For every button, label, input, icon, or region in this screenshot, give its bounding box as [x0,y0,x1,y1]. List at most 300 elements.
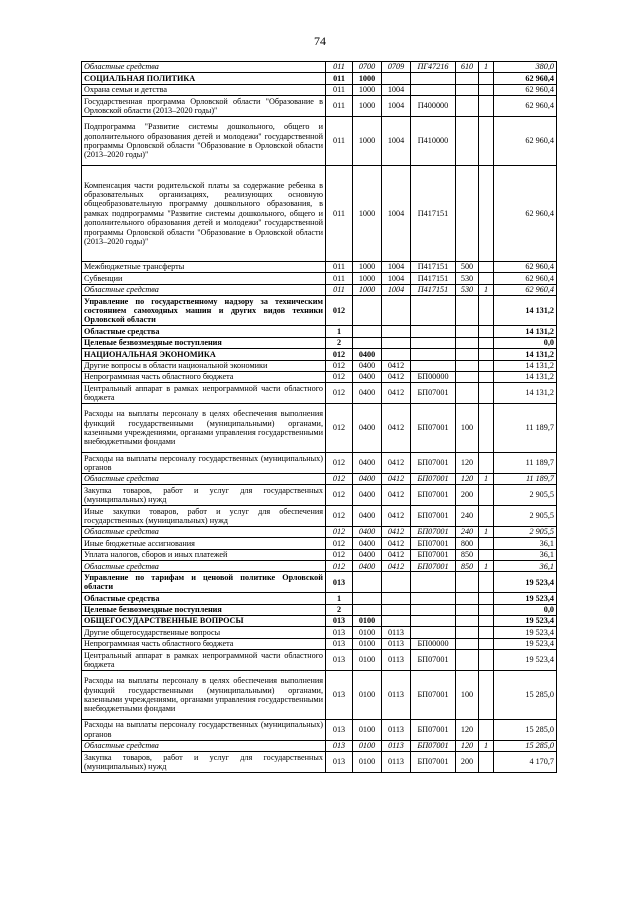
code-fund-source [479,485,494,506]
code-expense-type [456,165,479,261]
code-fund-source [479,84,494,95]
code-fund-source [479,752,494,773]
row-name: Целевые безвозмездные поступления [82,337,326,348]
row-name: Охрана семьи и детства [82,84,326,95]
row-name: Иные бюджетные ассигнования [82,538,326,549]
code-subsection [382,326,411,337]
code-target [411,337,456,348]
table-row [82,62,557,73]
table-row [82,593,557,604]
code-expense-type [456,604,479,615]
code-admin: 013 [326,752,353,773]
row-amount: 2 905,5 [494,526,557,537]
code-fund-source [479,96,494,117]
row-name: Межбюджетные трансферты [82,261,326,272]
table-row [82,670,557,719]
code-fund-source [479,383,494,404]
row-amount: 36,1 [494,538,557,549]
row-amount: 19 523,4 [494,616,557,627]
row-amount: 19 523,4 [494,572,557,593]
code-fund-source: 1 [479,473,494,484]
row-amount: 14 131,2 [494,326,557,337]
row-name: Расходы на выплаты персоналу государственных (муниципальных) органов [82,453,326,474]
code-expense-type [456,360,479,371]
code-target [411,296,456,326]
budget-table [81,61,557,773]
code-fund-source [479,593,494,604]
code-target: БП07001 [411,549,456,560]
code-section: 1000 [353,284,382,295]
row-name: Областные средства [82,740,326,751]
code-admin: 2 [326,337,353,348]
code-admin: 012 [326,296,353,326]
table-row [82,604,557,615]
code-section: 0400 [353,561,382,572]
row-name: Компенсация части родительской платы за содержание ребенка в образовательных организациях, реализующих основную общеобразовательную программу дошкольного образования, в рамках подпрограммы "Развитие системы дошкольного, общего и дополнительного образования детей и молодежи" государственной программы Орловской области "Образование в Орловской области (2013–2020 годы)" [82,165,326,261]
code-fund-source [479,506,494,527]
code-expense-type: 530 [456,284,479,295]
table-row [82,638,557,649]
code-section: 1000 [353,73,382,84]
code-fund-source [479,360,494,371]
code-target: ПГ47216 [411,62,456,73]
row-amount: 14 131,2 [494,371,557,382]
table-row [82,337,557,348]
row-amount: 36,1 [494,561,557,572]
code-target [411,84,456,95]
code-admin: 011 [326,116,353,165]
row-amount: 62 960,4 [494,273,557,284]
code-fund-source: 1 [479,62,494,73]
code-admin: 012 [326,561,353,572]
code-expense-type: 500 [456,261,479,272]
table-row [82,273,557,284]
code-fund-source [479,616,494,627]
code-section: 0100 [353,627,382,638]
code-fund-source [479,261,494,272]
code-fund-source [479,273,494,284]
code-admin: 012 [326,485,353,506]
row-amount: 15 285,0 [494,740,557,751]
code-expense-type [456,116,479,165]
table-row [82,719,557,740]
code-section [353,337,382,348]
code-subsection [382,296,411,326]
code-fund-source [479,549,494,560]
code-subsection: 0412 [382,549,411,560]
code-target: БП07001 [411,453,456,474]
table-row [82,627,557,638]
code-expense-type [456,84,479,95]
code-expense-type: 120 [456,719,479,740]
table-row [82,371,557,382]
code-subsection [382,593,411,604]
row-amount: 62 960,4 [494,73,557,84]
row-amount: 62 960,4 [494,96,557,117]
row-name: Уплата налогов, сборов и иных платежей [82,549,326,560]
row-name: Управление по государственному надзору за техническим состоянием самоходных машин и других видов техники Орловской области [82,296,326,326]
row-name: Целевые безвозмездные поступления [82,604,326,615]
code-expense-type: 800 [456,538,479,549]
code-section: 1000 [353,96,382,117]
code-section [353,296,382,326]
row-name: Непрограммная часть областного бюджета [82,638,326,649]
code-expense-type: 100 [456,670,479,719]
code-fund-source [479,296,494,326]
row-name: Непрограммная часть областного бюджета [82,371,326,382]
code-expense-type [456,593,479,604]
code-target: БП07001 [411,526,456,537]
row-amount: 11 189,7 [494,404,557,453]
code-section: 0400 [353,404,382,453]
code-subsection: 1004 [382,116,411,165]
code-section: 0400 [353,453,382,474]
row-amount: 14 131,2 [494,296,557,326]
table-row [82,360,557,371]
budget-table-body [82,62,557,773]
code-section: 0400 [353,349,382,360]
code-fund-source [479,116,494,165]
code-admin: 011 [326,62,353,73]
row-amount: 19 523,4 [494,638,557,649]
code-subsection: 0113 [382,627,411,638]
code-expense-type: 610 [456,62,479,73]
code-section [353,572,382,593]
code-subsection: 0113 [382,650,411,671]
code-expense-type [456,616,479,627]
code-fund-source [479,604,494,615]
code-section: 0400 [353,549,382,560]
code-section: 1000 [353,84,382,95]
code-target: П417151 [411,165,456,261]
code-expense-type: 850 [456,561,479,572]
code-fund-source [479,404,494,453]
row-amount: 14 131,2 [494,349,557,360]
code-subsection: 1004 [382,284,411,295]
code-admin: 013 [326,638,353,649]
table-row [82,453,557,474]
code-admin: 013 [326,572,353,593]
code-admin: 012 [326,371,353,382]
row-amount: 62 960,4 [494,84,557,95]
code-expense-type: 200 [456,485,479,506]
code-target: БП07001 [411,719,456,740]
code-expense-type: 120 [456,473,479,484]
row-amount: 11 189,7 [494,473,557,484]
code-target: БП07001 [411,670,456,719]
table-row [82,561,557,572]
code-section: 1000 [353,165,382,261]
row-name: Другие вопросы в области национальной экономики [82,360,326,371]
code-target [411,349,456,360]
code-target: БП07001 [411,752,456,773]
code-target: П410000 [411,116,456,165]
row-amount: 2 905,5 [494,506,557,527]
row-amount: 4 170,7 [494,752,557,773]
code-target [411,326,456,337]
code-subsection: 0412 [382,561,411,572]
code-fund-source [479,670,494,719]
code-section: 0100 [353,740,382,751]
code-admin: 012 [326,473,353,484]
table-row [82,740,557,751]
code-expense-type: 530 [456,273,479,284]
code-subsection: 0113 [382,670,411,719]
table-row [82,261,557,272]
code-section: 0400 [353,473,382,484]
code-subsection: 1004 [382,96,411,117]
row-name: Субвенции [82,273,326,284]
code-expense-type: 240 [456,506,479,527]
code-expense-type [456,383,479,404]
code-target: БП07001 [411,538,456,549]
code-target: П417151 [411,273,456,284]
code-subsection: 0412 [382,383,411,404]
row-amount: 19 523,4 [494,650,557,671]
code-subsection: 1004 [382,261,411,272]
code-admin: 012 [326,538,353,549]
code-fund-source [479,337,494,348]
code-admin: 011 [326,84,353,95]
code-subsection [382,616,411,627]
row-name: Расходы на выплаты персоналу государственных (муниципальных) органов [82,719,326,740]
code-expense-type: 240 [456,526,479,537]
code-target [411,616,456,627]
code-subsection: 0412 [382,526,411,537]
code-fund-source [479,73,494,84]
code-expense-type [456,627,479,638]
code-fund-source: 1 [479,284,494,295]
row-name: Закупка товаров, работ и услуг для государственных (муниципальных) нужд [82,752,326,773]
code-subsection: 0412 [382,360,411,371]
code-target: БП00000 [411,638,456,649]
code-section: 0700 [353,62,382,73]
table-row [82,752,557,773]
table-row [82,84,557,95]
code-expense-type [456,572,479,593]
code-subsection: 0412 [382,404,411,453]
code-target: БП07001 [411,473,456,484]
table-row [82,296,557,326]
row-name: ОБЩЕГОСУДАРСТВЕННЫЕ ВОПРОСЫ [82,616,326,627]
table-row [82,96,557,117]
code-expense-type [456,326,479,337]
table-row [82,473,557,484]
code-admin: 012 [326,526,353,537]
code-expense-type [456,349,479,360]
code-expense-type [456,638,479,649]
code-admin: 011 [326,284,353,295]
code-section [353,326,382,337]
code-fund-source: 1 [479,740,494,751]
row-name: Областные средства [82,593,326,604]
code-subsection: 1004 [382,273,411,284]
code-subsection: 0412 [382,538,411,549]
code-section: 1000 [353,261,382,272]
code-fund-source [479,538,494,549]
code-admin: 2 [326,604,353,615]
row-name: Подпрограмма "Развитие системы дошкольного, общего и дополнительного образования детей и молодежи" государственной программы Орловской области "Образование в Орловской области (2013–2020 годы)" [82,116,326,165]
code-admin: 013 [326,650,353,671]
code-section: 0100 [353,650,382,671]
code-section: 0100 [353,638,382,649]
table-row [82,506,557,527]
row-amount: 19 523,4 [494,593,557,604]
code-expense-type [456,337,479,348]
row-name: Областные средства [82,326,326,337]
code-expense-type [456,371,479,382]
row-name: Иные закупки товаров, работ и услуг для обеспечения государственных (муниципальных) нужд [82,506,326,527]
table-row [82,404,557,453]
code-section: 0400 [353,506,382,527]
code-admin: 012 [326,360,353,371]
code-section: 0400 [353,371,382,382]
code-admin: 012 [326,453,353,474]
code-subsection: 0412 [382,485,411,506]
row-name: Областные средства [82,284,326,295]
code-admin: 013 [326,740,353,751]
row-amount: 2 905,5 [494,485,557,506]
code-subsection: 0113 [382,719,411,740]
row-name: СОЦИАЛЬНАЯ ПОЛИТИКА [82,73,326,84]
code-fund-source [479,165,494,261]
code-target: БП07001 [411,740,456,751]
row-name: Областные средства [82,561,326,572]
table-row [82,526,557,537]
code-section: 0400 [353,360,382,371]
code-section: 0100 [353,670,382,719]
code-admin: 012 [326,383,353,404]
code-target: БП07001 [411,650,456,671]
code-section [353,604,382,615]
row-amount: 62 960,4 [494,165,557,261]
code-subsection: 0412 [382,371,411,382]
code-expense-type [456,296,479,326]
code-expense-type: 120 [456,740,479,751]
code-admin: 012 [326,549,353,560]
table-row [82,116,557,165]
code-admin: 011 [326,73,353,84]
table-row [82,572,557,593]
code-target [411,627,456,638]
row-amount: 11 189,7 [494,453,557,474]
code-subsection: 1004 [382,84,411,95]
code-expense-type: 120 [456,453,479,474]
code-subsection: 0412 [382,453,411,474]
code-admin: 011 [326,96,353,117]
code-section: 0100 [353,719,382,740]
code-fund-source [479,453,494,474]
table-row [82,284,557,295]
code-expense-type [456,96,479,117]
code-expense-type: 100 [456,404,479,453]
table-row [82,650,557,671]
code-section [353,593,382,604]
row-amount: 15 285,0 [494,719,557,740]
code-section: 0100 [353,752,382,773]
code-admin: 012 [326,349,353,360]
row-name: Областные средства [82,473,326,484]
code-fund-source: 1 [479,526,494,537]
row-amount: 19 523,4 [494,627,557,638]
code-fund-source [479,650,494,671]
code-section: 0400 [353,538,382,549]
row-amount: 62 960,4 [494,116,557,165]
table-row [82,326,557,337]
code-target: БП07001 [411,485,456,506]
code-target: П400000 [411,96,456,117]
code-admin: 013 [326,719,353,740]
row-amount: 0,0 [494,337,557,348]
row-name: Другие общегосударственные вопросы [82,627,326,638]
row-name: Расходы на выплаты персоналу в целях обеспечения выполнения функций государственными (муниципальными) органами, казенными учреждениями, органами управления государственными внебюджетными фондами [82,404,326,453]
row-name: Государственная программа Орловской области "Образование в Орловской области (2013–2020 годы)" [82,96,326,117]
code-expense-type [456,650,479,671]
code-admin: 013 [326,627,353,638]
table-row [82,616,557,627]
table-row [82,549,557,560]
code-admin: 013 [326,670,353,719]
code-target [411,604,456,615]
row-amount: 36,1 [494,549,557,560]
row-name: Управление по тарифам и ценовой политике Орловской области [82,572,326,593]
row-name: Областные средства [82,62,326,73]
code-target [411,73,456,84]
code-admin: 012 [326,404,353,453]
row-name: Расходы на выплаты персоналу в целях обеспечения выполнения функций государственными (муниципальными) органами, казенными учреждениями, органами управления государственными внебюджетными фондами [82,670,326,719]
code-subsection: 1004 [382,165,411,261]
row-amount: 14 131,2 [494,383,557,404]
code-fund-source [479,572,494,593]
table-row [82,538,557,549]
table-row [82,485,557,506]
code-subsection [382,337,411,348]
code-target: БП07001 [411,561,456,572]
code-target: П417151 [411,284,456,295]
code-subsection: 0709 [382,62,411,73]
code-subsection: 0113 [382,740,411,751]
code-expense-type [456,73,479,84]
code-admin: 012 [326,506,353,527]
code-section: 0100 [353,616,382,627]
row-amount: 14 131,2 [494,360,557,371]
code-fund-source [479,349,494,360]
code-section: 0400 [353,526,382,537]
code-target: БП07001 [411,506,456,527]
code-target [411,360,456,371]
code-expense-type: 200 [456,752,479,773]
table-row [82,349,557,360]
code-target: БП07001 [411,404,456,453]
code-admin: 011 [326,165,353,261]
table-row [82,165,557,261]
code-admin: 011 [326,261,353,272]
row-amount: 62 960,4 [494,284,557,295]
code-fund-source [479,326,494,337]
code-section: 1000 [353,273,382,284]
code-fund-source [479,719,494,740]
code-subsection [382,73,411,84]
code-subsection [382,572,411,593]
code-admin: 011 [326,273,353,284]
code-target: БП07001 [411,383,456,404]
code-subsection: 0113 [382,752,411,773]
code-fund-source [479,638,494,649]
code-section: 0400 [353,383,382,404]
code-subsection: 0412 [382,506,411,527]
code-subsection [382,349,411,360]
code-subsection: 0113 [382,638,411,649]
